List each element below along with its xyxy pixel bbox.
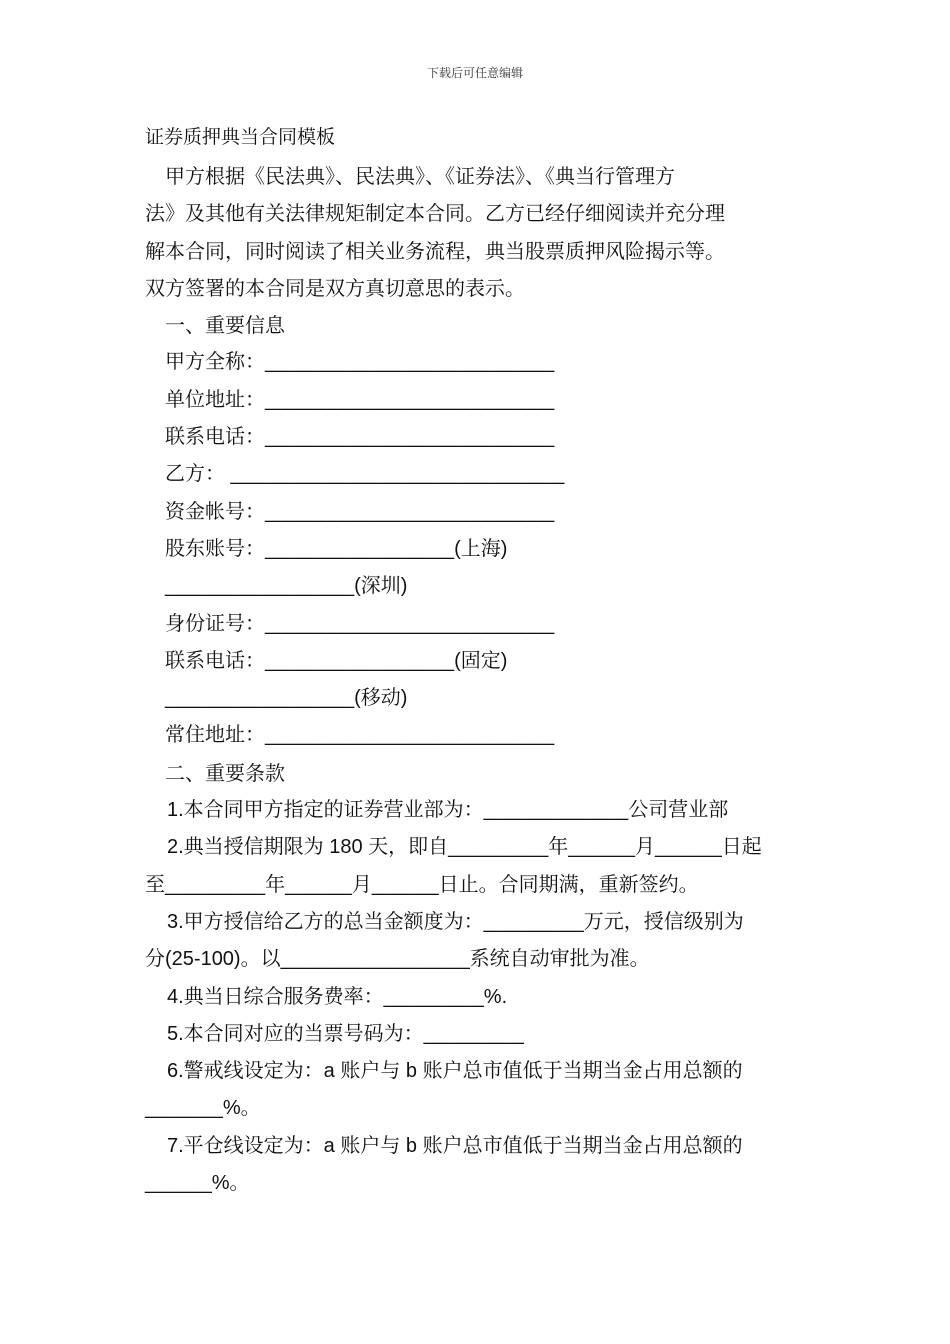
info-field: 联系电话：_________________(固定) [165, 649, 508, 672]
intro-line: 甲方根据《民法典》、民法典》、《证券法》、《典当行管理方 [165, 164, 675, 188]
clause-line: 4.典当日综合服务费率：_________%. [167, 985, 508, 1008]
intro-line: 双方签署的本合同是双方真切意思的表示。 [145, 275, 525, 300]
clause-line: 分(25-100)。以_________________系统自动审批为准。 [145, 948, 650, 971]
clause-line: 2.典当授信期限为 180 天，即自_________年______月______日起 [167, 836, 762, 859]
document-body [145, 122, 810, 1202]
info-field: 联系电话：__________________________ [165, 426, 555, 449]
clause-line: 6.警戒线设定为：a 账户与 b 账户总市值低于当期当金占用总额的 [167, 1060, 743, 1083]
section-heading: 一、重要信息 [165, 313, 285, 338]
info-field: 乙方： ______________________________ [165, 463, 565, 486]
document-title: 证券质押典当合同模板 [145, 126, 336, 148]
clause-line: _______%。 [145, 1097, 261, 1120]
clause-line: ______%。 [145, 1172, 250, 1195]
info-field: 单位地址：__________________________ [165, 388, 555, 411]
info-field: 资金帐号：__________________________ [165, 500, 555, 523]
intro-paragraph [145, 158, 810, 307]
section-heading: 二、重要条款 [165, 760, 285, 785]
header-note: 下载后可任意编辑 [426, 66, 523, 80]
clause-line: 5.本合同对应的当票号码为：_________ [167, 1022, 524, 1045]
info-field: 身份证号：__________________________ [165, 612, 555, 635]
intro-line: 解本合同，同时阅读了相关业务流程，典当股票质押风险揭示等。 [145, 238, 725, 263]
info-field: _________________(移动) [165, 687, 408, 710]
intro-line: 法》及其他有关法律规矩制定本合同。乙方已经仔细阅读并充分理 [145, 201, 725, 226]
info-field: 常住地址：__________________________ [165, 724, 555, 747]
clause-line: 1.本合同甲方指定的证券营业部为：_____________公司营业部 [167, 799, 729, 822]
clause-line: 7.平仓线设定为：a 账户与 b 账户总市值低于当期当金占用总额的 [167, 1134, 743, 1157]
info-field: _________________(深圳) [165, 575, 408, 598]
clause-line: 3.甲方授信给乙方的总当金额度为：_________万元，授信级别为 [167, 910, 744, 933]
info-field: 甲方全称：__________________________ [165, 351, 555, 374]
info-field: 股东账号：_________________(上海) [165, 537, 508, 560]
clause-line: 至_________年______月______日止。合同期满，重新签约。 [145, 873, 699, 896]
